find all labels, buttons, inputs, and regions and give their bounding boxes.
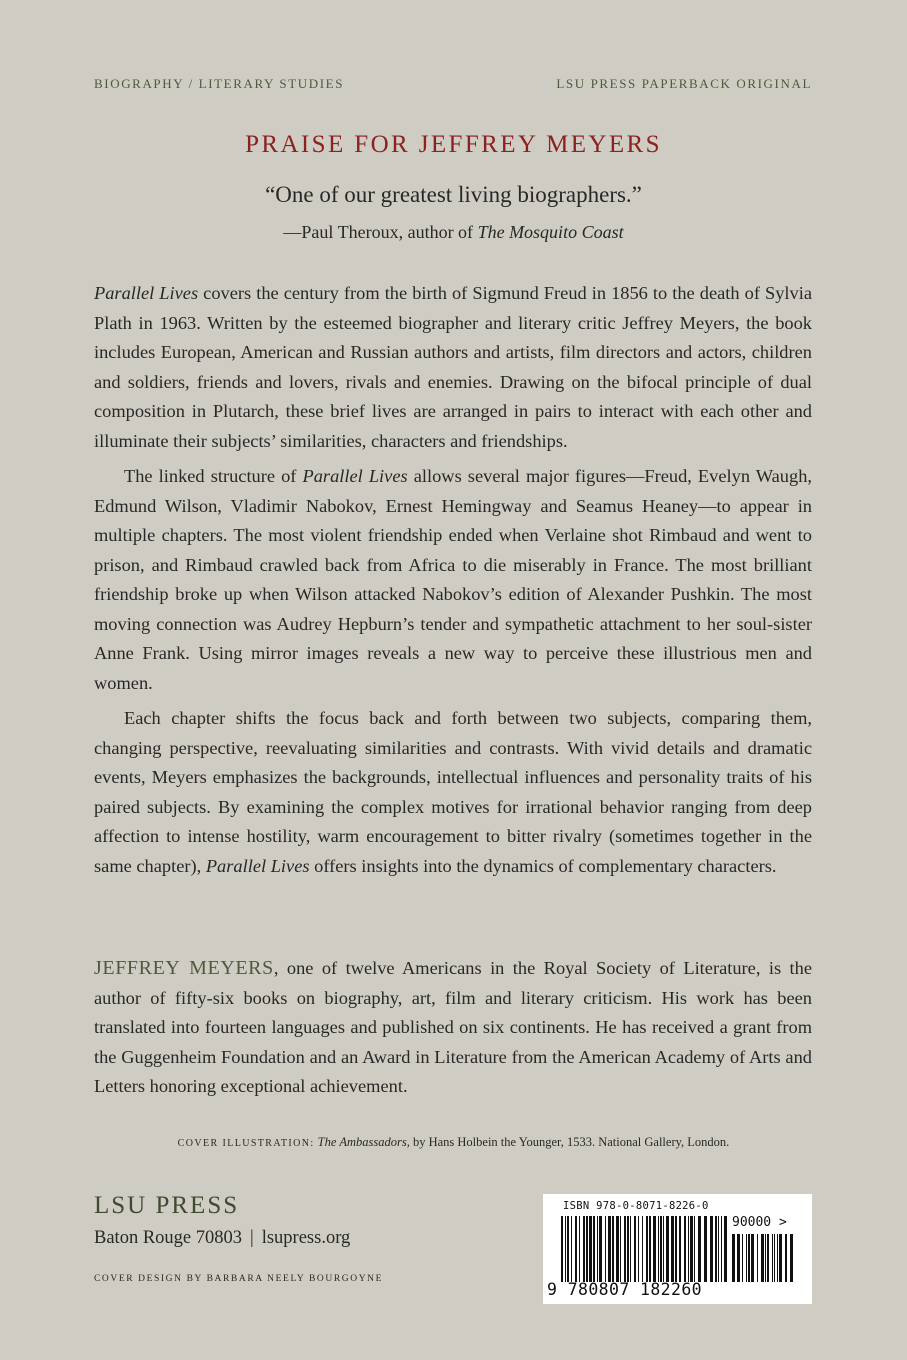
attribution-prefix: —Paul Theroux, author of <box>283 222 478 242</box>
description <box>94 279 812 881</box>
attribution-title: The Mosquito Coast <box>477 222 624 242</box>
barcode-bar <box>593 1216 595 1282</box>
book-title: Parallel Lives <box>302 466 408 486</box>
praise-attribution <box>0 222 907 243</box>
barcode-bar <box>718 1216 719 1282</box>
ean-number: 9 780807 182260 <box>547 1280 703 1299</box>
description-paragraph-2 <box>94 462 812 698</box>
barcode-bar <box>638 1216 639 1282</box>
barcode-bar <box>605 1216 606 1282</box>
barcode-bar <box>646 1216 648 1282</box>
author-bio <box>94 954 812 1102</box>
paragraph-text: Each chapter shifts the focus back and forth between two subjects, comparing them, changing perspective, reevaluating similarities and contrasts. With vivid details and dramatic events, Meyers emphasizes the backgrounds, intellectual influences and personality traits of his paired subjects. By examining the complex motives for irrational behavior ranging from deep affection to intense hostility, warm encouragement to bitter rivalry (sometimes together in the same chapter), <box>94 708 812 876</box>
isbn-label: ISBN 978-0-8071-8226-0 <box>563 1200 709 1212</box>
publisher-city: Baton Rouge 70803 <box>94 1228 242 1248</box>
addon-barcode-bars <box>732 1234 796 1282</box>
barcode-bar <box>721 1216 722 1282</box>
barcode-bar <box>777 1234 778 1282</box>
price-code: 90000 > <box>732 1215 787 1230</box>
barcode-bar <box>765 1234 766 1282</box>
barcode-bar <box>658 1216 659 1282</box>
barcode-bar <box>772 1234 773 1282</box>
barcode-bar <box>675 1216 677 1282</box>
barcode-bar <box>694 1216 695 1282</box>
barcode-bar <box>704 1216 707 1282</box>
publisher-name: LSU PRESS <box>94 1192 240 1219</box>
book-title: Parallel Lives <box>94 283 199 303</box>
barcode-bar <box>671 1216 674 1282</box>
barcode-bar <box>597 1216 598 1282</box>
barcode-bar <box>599 1216 602 1282</box>
barcode-bar <box>666 1216 669 1282</box>
barcode-bar <box>608 1216 611 1282</box>
barcode-bar <box>642 1216 643 1282</box>
barcode-bar <box>774 1234 775 1282</box>
barcode-bar <box>751 1234 754 1282</box>
barcode-bar <box>732 1234 735 1282</box>
barcode-bar <box>746 1234 747 1282</box>
barcode-bar <box>586 1216 588 1282</box>
book-title: Parallel Lives <box>205 855 310 876</box>
barcode-bar <box>630 1216 631 1282</box>
barcode-bar <box>660 1216 662 1282</box>
imprint-label: LSU PRESS PAPERBACK ORIGINAL <box>556 76 812 91</box>
publisher-website: lsupress.org <box>261 1228 351 1248</box>
barcode-bar <box>663 1216 664 1282</box>
barcode-bar <box>649 1216 651 1282</box>
barcode-bar <box>571 1216 572 1282</box>
barcode-bar <box>688 1216 689 1282</box>
barcode-bar <box>690 1216 693 1282</box>
barcode-bar <box>790 1234 793 1282</box>
barcode-bar <box>567 1216 569 1282</box>
barcode-bar <box>583 1216 585 1282</box>
barcode-bar <box>612 1216 614 1282</box>
barcode-bar <box>779 1234 782 1282</box>
barcode-bar <box>742 1234 743 1282</box>
credit-details: by Hans Holbein the Younger, 1533. National Gallery, London. <box>409 1135 730 1149</box>
description-paragraph-1 <box>94 279 812 456</box>
barcode-bar <box>684 1216 686 1282</box>
barcode-bar <box>565 1216 566 1282</box>
cover-design-credit: COVER DESIGN BY BARBARA NEELY BOURGOYNE <box>94 1274 384 1284</box>
publisher-address <box>94 1228 350 1249</box>
barcode-bar <box>761 1234 764 1282</box>
barcode-bar <box>620 1216 621 1282</box>
barcode-bar <box>575 1216 577 1282</box>
barcode-bar <box>737 1234 740 1282</box>
barcode <box>543 1194 812 1304</box>
barcode-bar <box>579 1216 580 1282</box>
barcode-bar <box>710 1216 713 1282</box>
paragraph-text: offers insights into the dynamics of complementary characters. <box>309 855 777 876</box>
praise-heading: PRAISE FOR JEFFREY MEYERS <box>245 131 662 158</box>
barcode-bar <box>724 1216 727 1282</box>
barcode-bar <box>589 1216 592 1282</box>
barcode-bar <box>616 1216 619 1282</box>
author-bio-text: , one of twelve Americans in the Royal Society of Literature, is the author of fifty-six books on biography, art, film and literary criticism. His work has been translated into fourteen languages and published on six continents. He has received a grant from the Guggenheim Foundation and an Award in Literature from the American Academy of Arts and Letters honoring exceptional achievement. <box>94 958 812 1096</box>
category-label: BIOGRAPHY / LITERARY STUDIES <box>94 76 345 91</box>
credit-label: COVER ILLUSTRATION: <box>177 1138 315 1149</box>
barcode-bar <box>698 1216 701 1282</box>
barcode-bar <box>627 1216 629 1282</box>
barcode-bar <box>748 1234 750 1282</box>
barcode-bar <box>767 1234 769 1282</box>
barcode-bar <box>715 1216 717 1282</box>
barcode-bar <box>653 1216 656 1282</box>
description-paragraph-3 <box>94 704 812 881</box>
paragraph-text: allows several major figures—Freud, Evelyn Waugh, Edmund Wilson, Vladimir Nabokov, Ernest Hemingway and Seamus Heaney—to appear in multiple chapters. The most violent friendship ended when Verlaine shot Rimbaud and went to prison, and Rimbaud crawled back from Africa to die miserably in France. The most brilliant friendship broke up when Wilson attacked Nabokov’s edition of Alexander Pushkin. The most moving connection was Audrey Hepburn’s tender and sympathetic attachment to her soul-sister Anne Frank. Using mirror images reveals a new way to perceive these illustrious men and women. <box>94 466 812 693</box>
barcode-bar <box>624 1216 626 1282</box>
praise-quote: “One of our greatest living biographers.” <box>265 182 642 207</box>
address-separator: | <box>250 1228 254 1248</box>
credit-work: The Ambassadors, <box>317 1135 410 1149</box>
barcode-bar <box>679 1216 681 1282</box>
barcode-bar <box>561 1216 563 1282</box>
barcode-bar <box>757 1234 758 1282</box>
ean-barcode-bars <box>561 1216 727 1282</box>
barcode-bar <box>634 1216 636 1282</box>
paragraph-text: The linked structure of <box>124 466 303 486</box>
paragraph-text: covers the century from the birth of Sigmund Freud in 1856 to the death of Sylvia Plath in 1963. Written by the esteemed biographer and literary critic Jeffrey Meyers, the book includes European, American and Russian authors and artists, film directors and actors, children and soldiers, friends and lovers, rivals and enemies. Drawing on the bifocal principle of dual composition in Plutarch, these brief lives are arranged in pairs to interact with each other and illuminate their subjects’ similarities, characters and friendships. <box>94 283 812 451</box>
cover-illustration-credit <box>0 1135 907 1150</box>
author-name: JEFFREY MEYERS <box>94 957 274 979</box>
header-line <box>94 76 812 92</box>
barcode-bar <box>785 1234 787 1282</box>
